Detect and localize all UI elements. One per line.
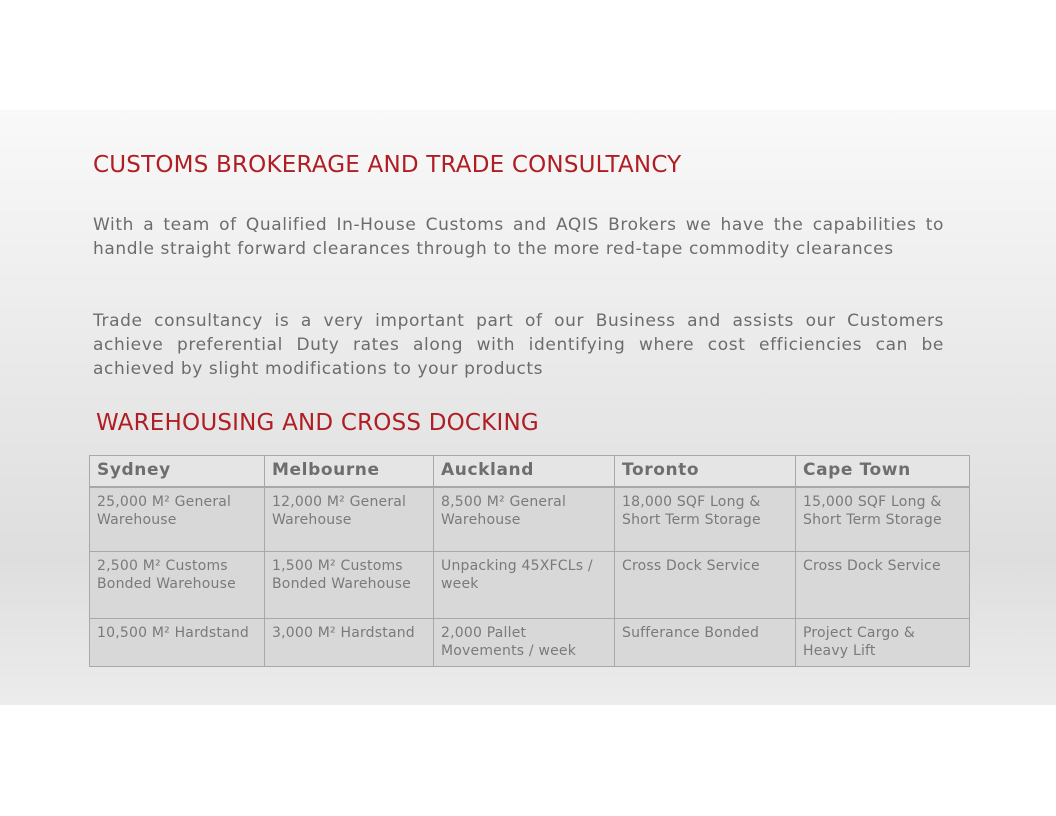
warehousing-title: WAREHOUSING AND CROSS DOCKING [96,410,539,436]
table-row [90,619,970,667]
table-cell: Cross Dock Service [615,552,796,619]
table-cell: 8,500 M² General Warehouse [434,487,615,552]
table-row [90,487,970,552]
trade-consultancy-paragraph: Trade consultancy is a very important part of our Business and assists our Customers achieve preferential Duty rates along with identifying where cost efficiencies can be achieved by slight modifications to your products [93,311,944,379]
table-cell: 18,000 SQF Long & Short Term Storage [615,487,796,552]
table-cell: 12,000 M² General Warehouse [265,487,434,552]
table-cell: 2,500 M² Customs Bonded Warehouse [90,552,265,619]
table-cell: Sufferance Bonded [615,619,796,667]
column-header-toronto: Toronto [615,456,796,487]
table-cell: Unpacking 45XFCLs / week [434,552,615,619]
table-row [90,552,970,619]
customs-brokerage-title: CUSTOMS BROKERAGE AND TRADE CONSULTANCY [93,152,682,178]
table-cell: 1,500 M² Customs Bonded Warehouse [265,552,434,619]
table-cell: 15,000 SQF Long & Short Term Storage [796,487,970,552]
column-header-auckland: Auckland [434,456,615,487]
table-header-row [90,456,970,487]
table-cell: 2,000 Pallet Movements / week [434,619,615,667]
column-header-cape-town: Cape Town [796,456,970,487]
column-header-melbourne: Melbourne [265,456,434,487]
table-cell: Project Cargo & Heavy Lift [796,619,970,667]
column-header-sydney: Sydney [90,456,265,487]
table-cell: 3,000 M² Hardstand [265,619,434,667]
customs-brokerage-paragraph: With a team of Qualified In-House Customs and AQIS Brokers we have the capabilities to handle straight forward clearances through to the more red-tape commodity clearances [93,215,944,259]
warehouse-capacity-table [89,455,970,667]
table-cell: 25,000 M² General Warehouse [90,487,265,552]
table-cell: 10,500 M² Hardstand [90,619,265,667]
table-cell: Cross Dock Service [796,552,970,619]
